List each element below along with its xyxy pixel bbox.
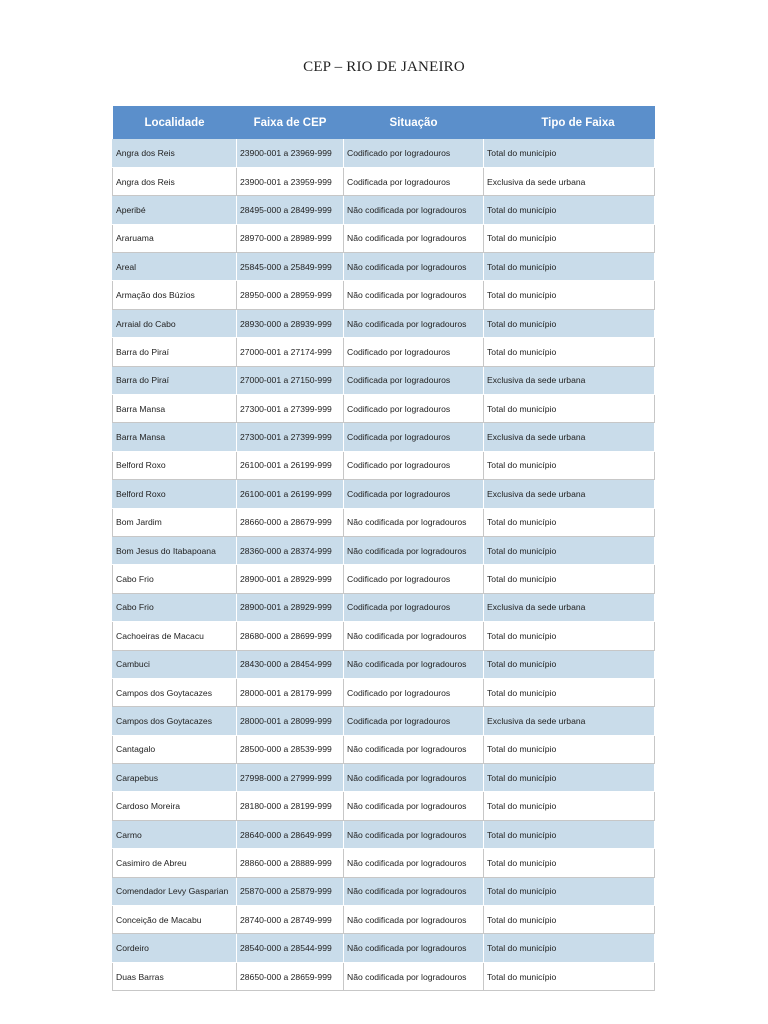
table-header [113, 106, 655, 139]
tipo-de-faixa-cell: Total do município [484, 338, 655, 366]
faixa-de-cep-cell: 28900-001 a 28929-999 [237, 593, 344, 621]
localidade-cell: Cabo Frio [113, 593, 237, 621]
tipo-de-faixa-cell: Exclusiva da sede urbana [484, 423, 655, 451]
table-row [113, 366, 655, 394]
faixa-de-cep-cell: 28660-000 a 28679-999 [237, 508, 344, 536]
table-row [113, 735, 655, 763]
localidade-cell: Arraial do Cabo [113, 309, 237, 337]
tipo-de-faixa-cell: Total do município [484, 849, 655, 877]
table-row [113, 139, 655, 167]
localidade-cell: Cordeiro [113, 934, 237, 962]
table-row [113, 934, 655, 962]
faixa-de-cep-cell: 28500-000 a 28539-999 [237, 735, 344, 763]
situacao-cell: Não codificada por logradouros [344, 309, 484, 337]
tipo-de-faixa-cell: Total do município [484, 139, 655, 167]
situacao-cell: Codificado por logradouros [344, 395, 484, 423]
localidade-cell: Campos dos Goytacazes [113, 678, 237, 706]
table-row [113, 707, 655, 735]
localidade-cell: Cantagalo [113, 735, 237, 763]
header-row [113, 106, 655, 139]
table-row [113, 224, 655, 252]
situacao-cell: Codificada por logradouros [344, 480, 484, 508]
localidade-cell: Araruama [113, 224, 237, 252]
column-header-tipo-de-faixa: Tipo de Faixa [541, 116, 615, 129]
column-header-localidade: Localidade [144, 116, 205, 129]
cep-table [112, 106, 655, 991]
situacao-cell: Não codificada por logradouros [344, 622, 484, 650]
situacao-cell: Codificado por logradouros [344, 565, 484, 593]
tipo-de-faixa-cell: Total do município [484, 196, 655, 224]
document-title: CEP – RIO DE JANEIRO [303, 59, 465, 75]
tipo-de-faixa-cell: Total do município [484, 309, 655, 337]
tipo-de-faixa-cell: Total do município [484, 934, 655, 962]
faixa-de-cep-cell: 26100-001 a 26199-999 [237, 451, 344, 479]
table-row [113, 281, 655, 309]
tipo-de-faixa-cell: Total do município [484, 622, 655, 650]
localidade-cell: Armação dos Búzios [113, 281, 237, 309]
table-row [113, 906, 655, 934]
situacao-cell: Codificado por logradouros [344, 139, 484, 167]
tipo-de-faixa-cell: Total do município [484, 678, 655, 706]
table-row [113, 536, 655, 564]
situacao-cell: Não codificada por logradouros [344, 224, 484, 252]
localidade-cell: Carapebus [113, 764, 237, 792]
faixa-de-cep-cell: 28930-000 a 28939-999 [237, 309, 344, 337]
table-row [113, 395, 655, 423]
situacao-cell: Não codificada por logradouros [344, 508, 484, 536]
localidade-cell: Bom Jesus do Itabapoana [113, 536, 237, 564]
situacao-cell: Codificada por logradouros [344, 423, 484, 451]
table-row [113, 196, 655, 224]
localidade-cell: Angra dos Reis [113, 167, 237, 195]
tipo-de-faixa-cell: Total do município [484, 792, 655, 820]
table-row [113, 338, 655, 366]
localidade-cell: Conceição de Macabu [113, 906, 237, 934]
tipo-de-faixa-cell: Exclusiva da sede urbana [484, 593, 655, 621]
situacao-cell: Não codificada por logradouros [344, 792, 484, 820]
situacao-cell: Não codificada por logradouros [344, 906, 484, 934]
table-row [113, 764, 655, 792]
tipo-de-faixa-cell: Total do município [484, 508, 655, 536]
table-row [113, 820, 655, 848]
table-row [113, 508, 655, 536]
table-row [113, 877, 655, 905]
situacao-cell: Não codificada por logradouros [344, 536, 484, 564]
table-row [113, 962, 655, 990]
situacao-cell: Não codificada por logradouros [344, 764, 484, 792]
table-row [113, 253, 655, 281]
faixa-de-cep-cell: 27998-000 a 27999-999 [237, 764, 344, 792]
faixa-de-cep-cell: 28740-000 a 28749-999 [237, 906, 344, 934]
faixa-de-cep-cell: 28860-000 a 28889-999 [237, 849, 344, 877]
localidade-cell: Barra do Piraí [113, 366, 237, 394]
tipo-de-faixa-cell: Total do município [484, 906, 655, 934]
faixa-de-cep-cell: 28970-000 a 28989-999 [237, 224, 344, 252]
localidade-cell: Cardoso Moreira [113, 792, 237, 820]
situacao-cell: Codificado por logradouros [344, 338, 484, 366]
table-row [113, 849, 655, 877]
table-row [113, 423, 655, 451]
localidade-cell: Comendador Levy Gasparian [113, 877, 237, 905]
localidade-cell: Belford Roxo [113, 451, 237, 479]
localidade-cell: Campos dos Goytacazes [113, 707, 237, 735]
faixa-de-cep-cell: 28180-000 a 28199-999 [237, 792, 344, 820]
table-row [113, 451, 655, 479]
localidade-cell: Cachoeiras de Macacu [113, 622, 237, 650]
situacao-cell: Codificado por logradouros [344, 678, 484, 706]
table-row [113, 678, 655, 706]
situacao-cell: Não codificada por logradouros [344, 849, 484, 877]
localidade-cell: Barra Mansa [113, 423, 237, 451]
table-row [113, 480, 655, 508]
localidade-cell: Duas Barras [113, 962, 237, 990]
faixa-de-cep-cell: 23900-001 a 23969-999 [237, 139, 344, 167]
column-header-situacao: Situação [389, 116, 438, 129]
column-header-faixa-de-cep: Faixa de CEP [253, 116, 327, 129]
faixa-de-cep-cell: 27000-001 a 27150-999 [237, 366, 344, 394]
situacao-cell: Não codificada por logradouros [344, 196, 484, 224]
faixa-de-cep-cell: 28495-000 a 28499-999 [237, 196, 344, 224]
situacao-cell: Não codificada por logradouros [344, 253, 484, 281]
faixa-de-cep-cell: 28360-000 a 28374-999 [237, 536, 344, 564]
table-row [113, 593, 655, 621]
tipo-de-faixa-cell: Total do município [484, 820, 655, 848]
table-row [113, 650, 655, 678]
tipo-de-faixa-cell: Total do município [484, 877, 655, 905]
faixa-de-cep-cell: 28430-000 a 28454-999 [237, 650, 344, 678]
faixa-de-cep-cell: 28540-000 a 28544-999 [237, 934, 344, 962]
faixa-de-cep-cell: 27000-001 a 27174-999 [237, 338, 344, 366]
table-row [113, 167, 655, 195]
tipo-de-faixa-cell: Total do município [484, 565, 655, 593]
faixa-de-cep-cell: 23900-001 a 23959-999 [237, 167, 344, 195]
tipo-de-faixa-cell: Total do município [484, 536, 655, 564]
table-row [113, 622, 655, 650]
situacao-cell: Não codificada por logradouros [344, 735, 484, 763]
faixa-de-cep-cell: 25870-000 a 25879-999 [237, 877, 344, 905]
situacao-cell: Codificada por logradouros [344, 593, 484, 621]
situacao-cell: Codificado por logradouros [344, 451, 484, 479]
faixa-de-cep-cell: 27300-001 a 27399-999 [237, 423, 344, 451]
localidade-cell: Barra Mansa [113, 395, 237, 423]
tipo-de-faixa-cell: Total do município [484, 224, 655, 252]
table-row [113, 565, 655, 593]
faixa-de-cep-cell: 26100-001 a 26199-999 [237, 480, 344, 508]
tipo-de-faixa-cell: Total do município [484, 735, 655, 763]
situacao-cell: Codificada por logradouros [344, 366, 484, 394]
situacao-cell: Não codificada por logradouros [344, 934, 484, 962]
tipo-de-faixa-cell: Total do município [484, 395, 655, 423]
localidade-cell: Casimiro de Abreu [113, 849, 237, 877]
situacao-cell: Codificada por logradouros [344, 167, 484, 195]
localidade-cell: Cambuci [113, 650, 237, 678]
situacao-cell: Codificada por logradouros [344, 707, 484, 735]
faixa-de-cep-cell: 28000-001 a 28179-999 [237, 678, 344, 706]
tipo-de-faixa-cell: Total do município [484, 962, 655, 990]
localidade-cell: Barra do Piraí [113, 338, 237, 366]
tipo-de-faixa-cell: Exclusiva da sede urbana [484, 707, 655, 735]
tipo-de-faixa-cell: Total do município [484, 281, 655, 309]
localidade-cell: Belford Roxo [113, 480, 237, 508]
localidade-cell: Cabo Frio [113, 565, 237, 593]
table-row [113, 792, 655, 820]
tipo-de-faixa-cell: Total do município [484, 650, 655, 678]
table-row [113, 309, 655, 337]
faixa-de-cep-cell: 28680-000 a 28699-999 [237, 622, 344, 650]
localidade-cell: Aperibé [113, 196, 237, 224]
faixa-de-cep-cell: 25845-000 a 25849-999 [237, 253, 344, 281]
tipo-de-faixa-cell: Total do município [484, 764, 655, 792]
faixa-de-cep-cell: 28950-000 a 28959-999 [237, 281, 344, 309]
faixa-de-cep-cell: 28000-001 a 28099-999 [237, 707, 344, 735]
localidade-cell: Bom Jardim [113, 508, 237, 536]
localidade-cell: Angra dos Reis [113, 139, 237, 167]
situacao-cell: Não codificada por logradouros [344, 877, 484, 905]
faixa-de-cep-cell: 28640-000 a 28649-999 [237, 820, 344, 848]
localidade-cell: Areal [113, 253, 237, 281]
situacao-cell: Não codificada por logradouros [344, 650, 484, 678]
localidade-cell: Carmo [113, 820, 237, 848]
tipo-de-faixa-cell: Exclusiva da sede urbana [484, 480, 655, 508]
faixa-de-cep-cell: 28900-001 a 28929-999 [237, 565, 344, 593]
situacao-cell: Não codificada por logradouros [344, 962, 484, 990]
table-body [113, 139, 655, 991]
tipo-de-faixa-cell: Total do município [484, 253, 655, 281]
situacao-cell: Não codificada por logradouros [344, 820, 484, 848]
faixa-de-cep-cell: 27300-001 a 27399-999 [237, 395, 344, 423]
tipo-de-faixa-cell: Exclusiva da sede urbana [484, 167, 655, 195]
faixa-de-cep-cell: 28650-000 a 28659-999 [237, 962, 344, 990]
situacao-cell: Não codificada por logradouros [344, 281, 484, 309]
tipo-de-faixa-cell: Total do município [484, 451, 655, 479]
tipo-de-faixa-cell: Exclusiva da sede urbana [484, 366, 655, 394]
